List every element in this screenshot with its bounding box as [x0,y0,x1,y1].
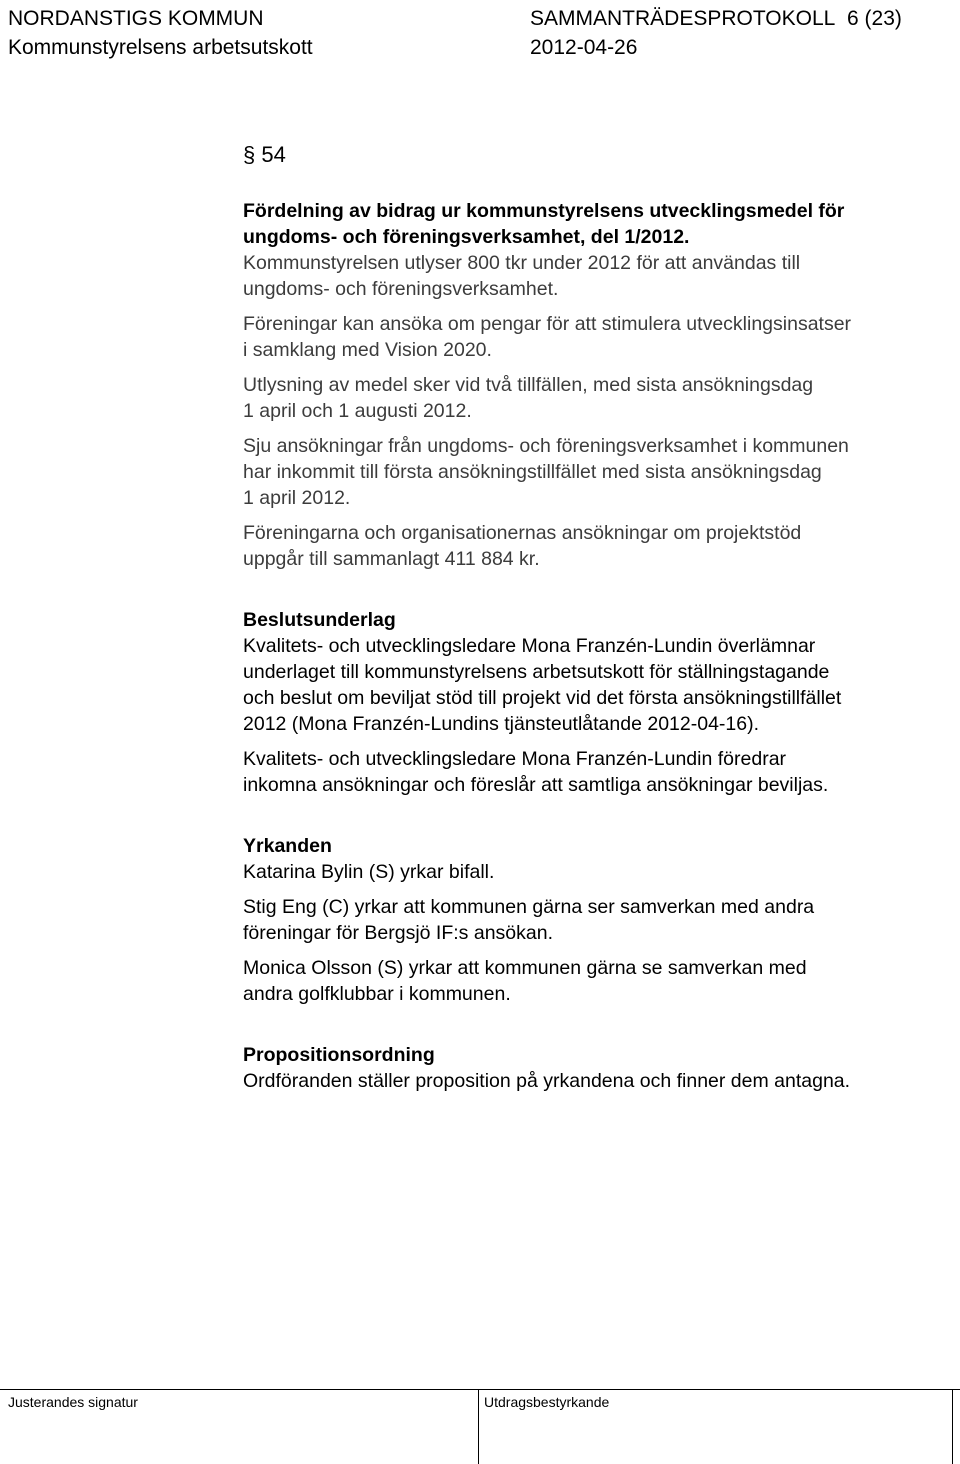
document-body [243,198,943,1094]
item-title: Fördelning av bidrag ur kommunstyrelsens utvecklingsmedel för ungdoms- och föreningsverksamhet, del 1/2012. [243,200,845,248]
intro-paragraph: Utlysning av medel sker vid två tillfällen, med sista ansökningsdag 1 april och 1 augusti 2012. [243,374,814,422]
section-number [243,140,286,170]
propositionsordning-paragraph: Ordföranden ställer proposition på yrkandena och finner dem antagna. [243,1070,851,1092]
footer-divider [952,1390,953,1464]
doc-type: SAMMANTRÄDESPROTOKOLL [530,7,836,30]
yrkande-paragraph: Stig Eng (C) yrkar att kommunen gärna ser samverkan med andra föreningar för Bergsjö IF:s ansökan. [243,896,815,944]
intro-paragraph: Föreningar kan ansöka om pengar för att stimulera utvecklingsinsatser i samklang med Vision 2020. [243,313,852,361]
heading-propositionsordning: Propositionsordning [243,1044,435,1066]
intro-paragraph: Föreningarna och organisationernas ansökningar om projektstöd uppgår till sammanlagt 411 884 kr. [243,522,802,570]
section-num: 54 [261,142,286,167]
heading-yrkanden: Yrkanden [243,835,332,857]
page-header [8,4,902,62]
beslutsunderlag-paragraph: Kvalitets- och utvecklingsledare Mona Franzén-Lundin överlämnar underlaget till kommunstyrelsens arbetsutskott för ställningstagande och beslut om beviljat stöd till projekt vid det första ansökningstillfället 2012 (Mona Franzén-Lundins tjänsteutlåtande 2012-04-16). [243,635,842,735]
footer-divider [478,1390,479,1464]
beslutsunderlag-paragraph: Kvalitets- och utvecklingsledare Mona Franzén-Lundin föredrar inkomna ansökningar och föreslår att samtliga ansökningar beviljas. [243,748,829,796]
page-footer [0,1389,960,1464]
paragraph-symbol: § [243,142,256,167]
yrkande-paragraph: Katarina Bylin (S) yrkar bifall. [243,861,495,883]
extract-label: Utdragsbestyrkande [484,1394,610,1410]
intro-paragraph: Kommunstyrelsen utlyser 800 tkr under 2012 för att användas till ungdoms- och föreningsverksamhet. [243,252,801,300]
page-number: 6 (23) [847,7,902,30]
intro-paragraph: Sju ansökningar från ungdoms- och föreningsverksamhet i kommunen har inkommit till första ansökningstillfället med sista ansökningsdag 1 april 2012. [243,435,849,509]
meeting-date: 2012-04-26 [530,36,638,59]
header-right [530,4,902,62]
heading-beslutsunderlag: Beslutsunderlag [243,609,396,631]
org-name: NORDANSTIGS KOMMUN [8,7,264,30]
committee-name: Kommunstyrelsens arbetsutskott [8,36,313,59]
yrkande-paragraph: Monica Olsson (S) yrkar att kommunen gärna se samverkan med andra golfklubbar i kommunen. [243,957,807,1005]
signature-label: Justerandes signatur [8,1394,138,1410]
